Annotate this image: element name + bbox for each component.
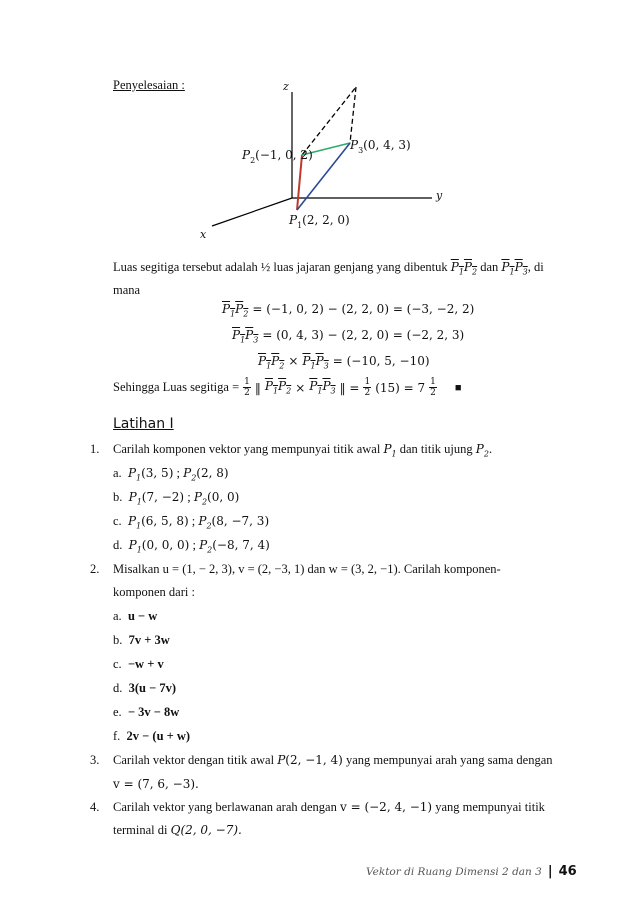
exercise-title: Latihan I (113, 416, 174, 432)
q1-item-c: c. $P_1(6$, 5, 8) ; $P_2(8$, −7, 3) (113, 514, 270, 531)
equation-cross: $P_1P_2 \times P_1P_3 = (-10$, 5, −10) (258, 354, 430, 371)
intro-line-1: Luas segitiga tersebut adalah ½ luas jajaran genjang yang dibentuk $P_1P_2$ dan $P_1P_3$, di (113, 260, 544, 277)
q2-item-a: a. u − w (113, 609, 158, 623)
p1-label: $P_1(2$, 2, 0) (289, 213, 350, 231)
p3-label: $P_3(0$, 4, 3) (350, 138, 411, 156)
q1-item-d: d. $P_1(0$, 0, 0) ; $P_2(-8$, 7, 4) (113, 538, 270, 555)
p2-label: $P_2(-1$, 0, 2) (242, 148, 313, 166)
footer-separator: | (547, 864, 553, 879)
q2-item-c: c. −w + v (113, 657, 164, 671)
q1-item-b: b. $P_1(7$, −2) ; $P_2(0$, 0) (113, 490, 240, 507)
area-line: Sehingga Luas segitiga = $\frac{1}{2}$ ‖ $P_1P_2$ × $P_1P_3$ ‖ = $\frac{1}{2}$ (15) = 7 1 2 ■ (113, 377, 462, 398)
x-axis (212, 198, 292, 226)
vector-figure (0, 0, 638, 240)
q2-item-b: b. 7v + 3w (113, 633, 170, 647)
dashed-edge-p4-p3 (350, 87, 356, 143)
q1-item-a: a. $P_1(3$, 5) ; $P_2(2$, 8) (113, 466, 229, 483)
q2-line-1: Misalkan u = (1, − 2, 3), v = (2, −3, 1) dan w = (3, 2, −1). Carilah komponen- (113, 562, 501, 576)
q3-line-1: Carilah vektor dengan titik awal P(2, −1, 4) yang mempunyai arah yang sama dengan (113, 753, 553, 767)
q1-text: Carilah komponen vektor yang mempunyai titik awal $P_1$ dan titik ujung $P_2$. (113, 442, 493, 459)
q4-line-1: Carilah vektor yang berlawanan arah dengan v = (−2, 4, −1) yang mempunyai titik (113, 800, 545, 814)
y-axis-label: y (436, 189, 443, 202)
page-number: 46 (558, 864, 577, 879)
equation-p1p3: $P_1P_3 = (0$, 4, 3) − (2, 2, 0) = (−2, 2, 3) (232, 328, 465, 345)
q3-line-2: v = (7, 6, −3). (113, 777, 199, 791)
q2-item-e: e. − 3v − 8w (113, 705, 180, 719)
x-axis-label: x (200, 228, 207, 241)
equation-p1p2: $P_1P_2 = (-1$, 0, 2) − (2, 2, 0) = (−3, −2, 2) (222, 302, 475, 319)
q2-item-d: d. 3(u − 7v) (113, 681, 177, 695)
q2-line-2: komponen dari : (113, 585, 195, 599)
q4-line-2: terminal di Q(2, 0, −7). (113, 823, 242, 837)
solution-label: Penyelesaian : (113, 78, 185, 92)
q1-number: 1. (90, 442, 100, 456)
q2-item-f: f. 2v − (u + w) (113, 729, 191, 743)
z-axis-label: z (283, 80, 289, 93)
intro-line-2: mana (113, 283, 141, 297)
q4-number: 4. (90, 800, 100, 814)
footer (366, 864, 577, 879)
q3-number: 3. (90, 753, 100, 767)
footer-title: Vektor di Ruang Dimensi 2 dan 3 (366, 865, 542, 878)
q2-number: 2. (90, 562, 100, 576)
